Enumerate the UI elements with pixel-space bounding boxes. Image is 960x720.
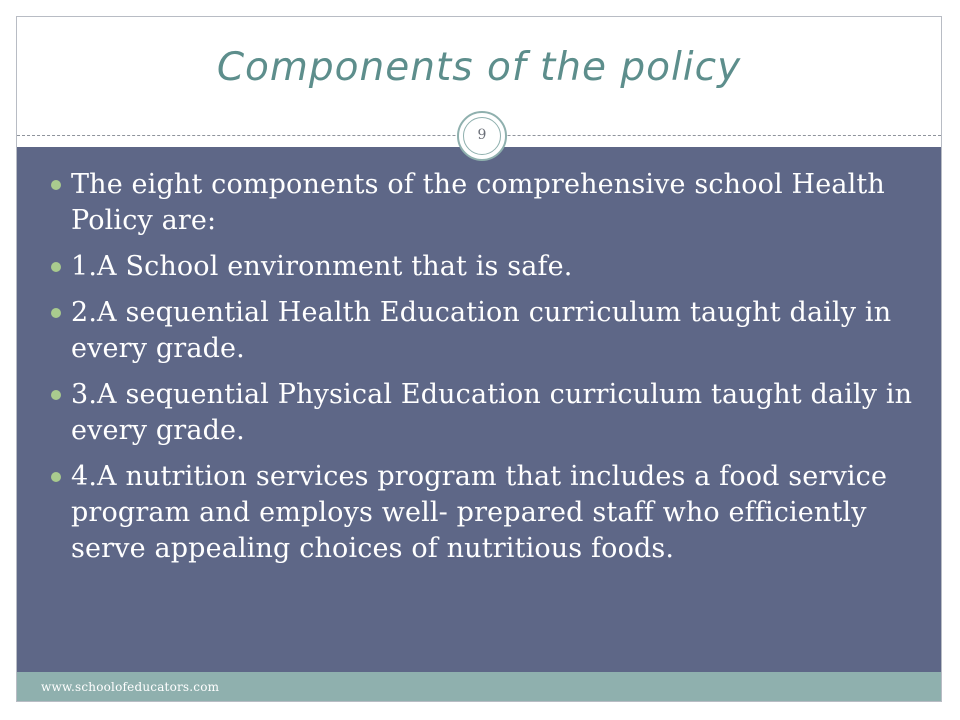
bullet-dot-icon bbox=[51, 308, 61, 318]
footer-url: www.schoolofeducators.com bbox=[41, 680, 220, 694]
bullet-dot-icon bbox=[51, 390, 61, 400]
bullet-dot-icon bbox=[51, 262, 61, 272]
bullet-text: The eight components of the comprehensive school Health Policy are: bbox=[71, 169, 885, 236]
page-number-badge bbox=[457, 111, 507, 161]
bullet-text: 4.A nutrition services program that includes a food service program and employs well- prepared staff who efficiently serve appealing choices of nutritious foods. bbox=[71, 461, 888, 564]
bullet-item bbox=[51, 249, 921, 285]
page-number: 9 bbox=[463, 117, 501, 155]
bullet-dot-icon bbox=[51, 180, 61, 190]
footer-band bbox=[17, 672, 941, 702]
bullet-item bbox=[51, 295, 921, 367]
bullet-dot-icon bbox=[51, 472, 61, 482]
bullet-item bbox=[51, 377, 921, 449]
slide bbox=[16, 16, 942, 702]
bullet-text: 1.A School environment that is safe. bbox=[71, 251, 573, 282]
content-panel bbox=[17, 147, 941, 672]
bullet-list bbox=[51, 167, 921, 577]
bullet-text: 2.A sequential Health Education curriculum taught daily in every grade. bbox=[71, 297, 892, 364]
slide-title: Components of the policy bbox=[216, 45, 742, 90]
bullet-text: 3.A sequential Physical Education curriculum taught daily in every grade. bbox=[71, 379, 913, 446]
bullet-item bbox=[51, 459, 921, 567]
bullet-item bbox=[51, 167, 921, 239]
